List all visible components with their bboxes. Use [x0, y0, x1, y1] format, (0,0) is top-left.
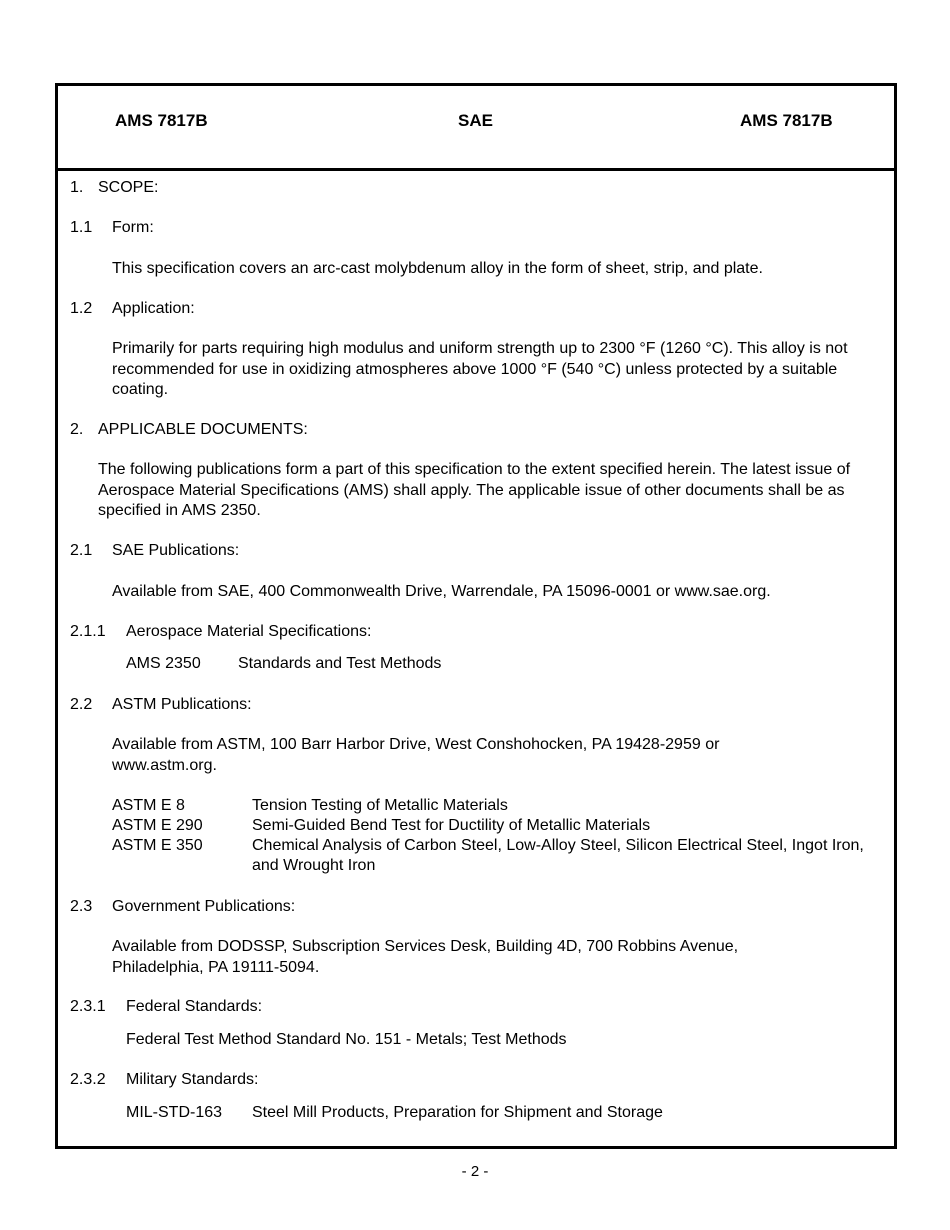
header-spec-right: AMS 7817B — [740, 111, 833, 130]
paragraph: Primarily for parts requiring high modulus and uniform strength up to 2300 °F (1260 °C). This alloy is not recommended for use in oxidizing atmospheres above 1000 °F (540 °C) unless protected by a suitable coating. — [112, 340, 848, 398]
page-number: - 2 - — [461, 1163, 489, 1180]
document-header — [58, 86, 894, 171]
reference-title: Tension Testing of Metallic Materials — [252, 797, 508, 814]
section-title: Government Publications: — [112, 898, 296, 915]
section-number: 2.3.2 — [70, 1071, 106, 1088]
section-title: Form: — [112, 219, 154, 236]
reference-title: Steel Mill Products, Preparation for Shipment and Storage — [252, 1104, 663, 1121]
paragraph: Federal Test Method Standard No. 151 - Metals; Test Methods — [126, 1031, 567, 1048]
section-number: 2.3.1 — [70, 998, 106, 1015]
section-number: 1. — [70, 179, 84, 196]
section-title: Application: — [112, 300, 195, 317]
section-number: 2.1.1 — [70, 623, 106, 640]
section-number: 2.3 — [70, 898, 93, 915]
page-frame — [55, 83, 897, 1149]
section-title: APPLICABLE DOCUMENTS: — [98, 421, 308, 438]
paragraph: This specification covers an arc-cast molybdenum alloy in the form of sheet, strip, and plate. — [112, 260, 763, 277]
section-number: 2.1 — [70, 542, 93, 559]
section-number: 2. — [70, 421, 84, 438]
section-title: ASTM Publications: — [112, 696, 252, 713]
header-org: SAE — [458, 111, 493, 130]
reference-code: ASTM E 290 — [112, 817, 203, 834]
section-title: Federal Standards: — [126, 998, 263, 1015]
section-title: Aerospace Material Specifications: — [126, 623, 372, 640]
paragraph: The following publications form a part of this specification to the extent specified herein. The latest issue of Aerospace Material Specifications (AMS) shall apply. The applicable issue of other documents shall be as specified in AMS 2350. — [98, 461, 851, 519]
reference-code: MIL-STD-163 — [126, 1104, 223, 1121]
reference-title: Semi-Guided Bend Test for Ductility of Metallic Materials — [252, 817, 651, 834]
reference-code: AMS 2350 — [126, 655, 201, 672]
paragraph: Available from ASTM, 100 Barr Harbor Drive, West Conshohocken, PA 19428-2959 or www.astm.org. — [112, 736, 720, 774]
header-spec-left: AMS 7817B — [115, 111, 208, 130]
section-title: SAE Publications: — [112, 542, 240, 559]
section-title: Military Standards: — [126, 1071, 259, 1088]
reference-code: ASTM E 350 — [112, 837, 203, 854]
paragraph: Available from SAE, 400 Commonwealth Drive, Warrendale, PA 15096-0001 or www.sae.org. — [112, 583, 771, 600]
paragraph: Available from DODSSP, Subscription Services Desk, Building 4D, 700 Robbins Avenue, Philadelphia, PA 19111-5094. — [112, 938, 739, 976]
section-number: 1.2 — [70, 300, 93, 317]
reference-title: Chemical Analysis of Carbon Steel, Low-Alloy Steel, Silicon Electrical Steel, Ingot Iron, and Wrought Iron — [252, 837, 864, 874]
section-title: SCOPE: — [98, 179, 159, 196]
reference-title: Standards and Test Methods — [238, 655, 442, 672]
section-number: 2.2 — [70, 696, 93, 713]
reference-code: ASTM E 8 — [112, 797, 185, 814]
section-number: 1.1 — [70, 219, 93, 236]
